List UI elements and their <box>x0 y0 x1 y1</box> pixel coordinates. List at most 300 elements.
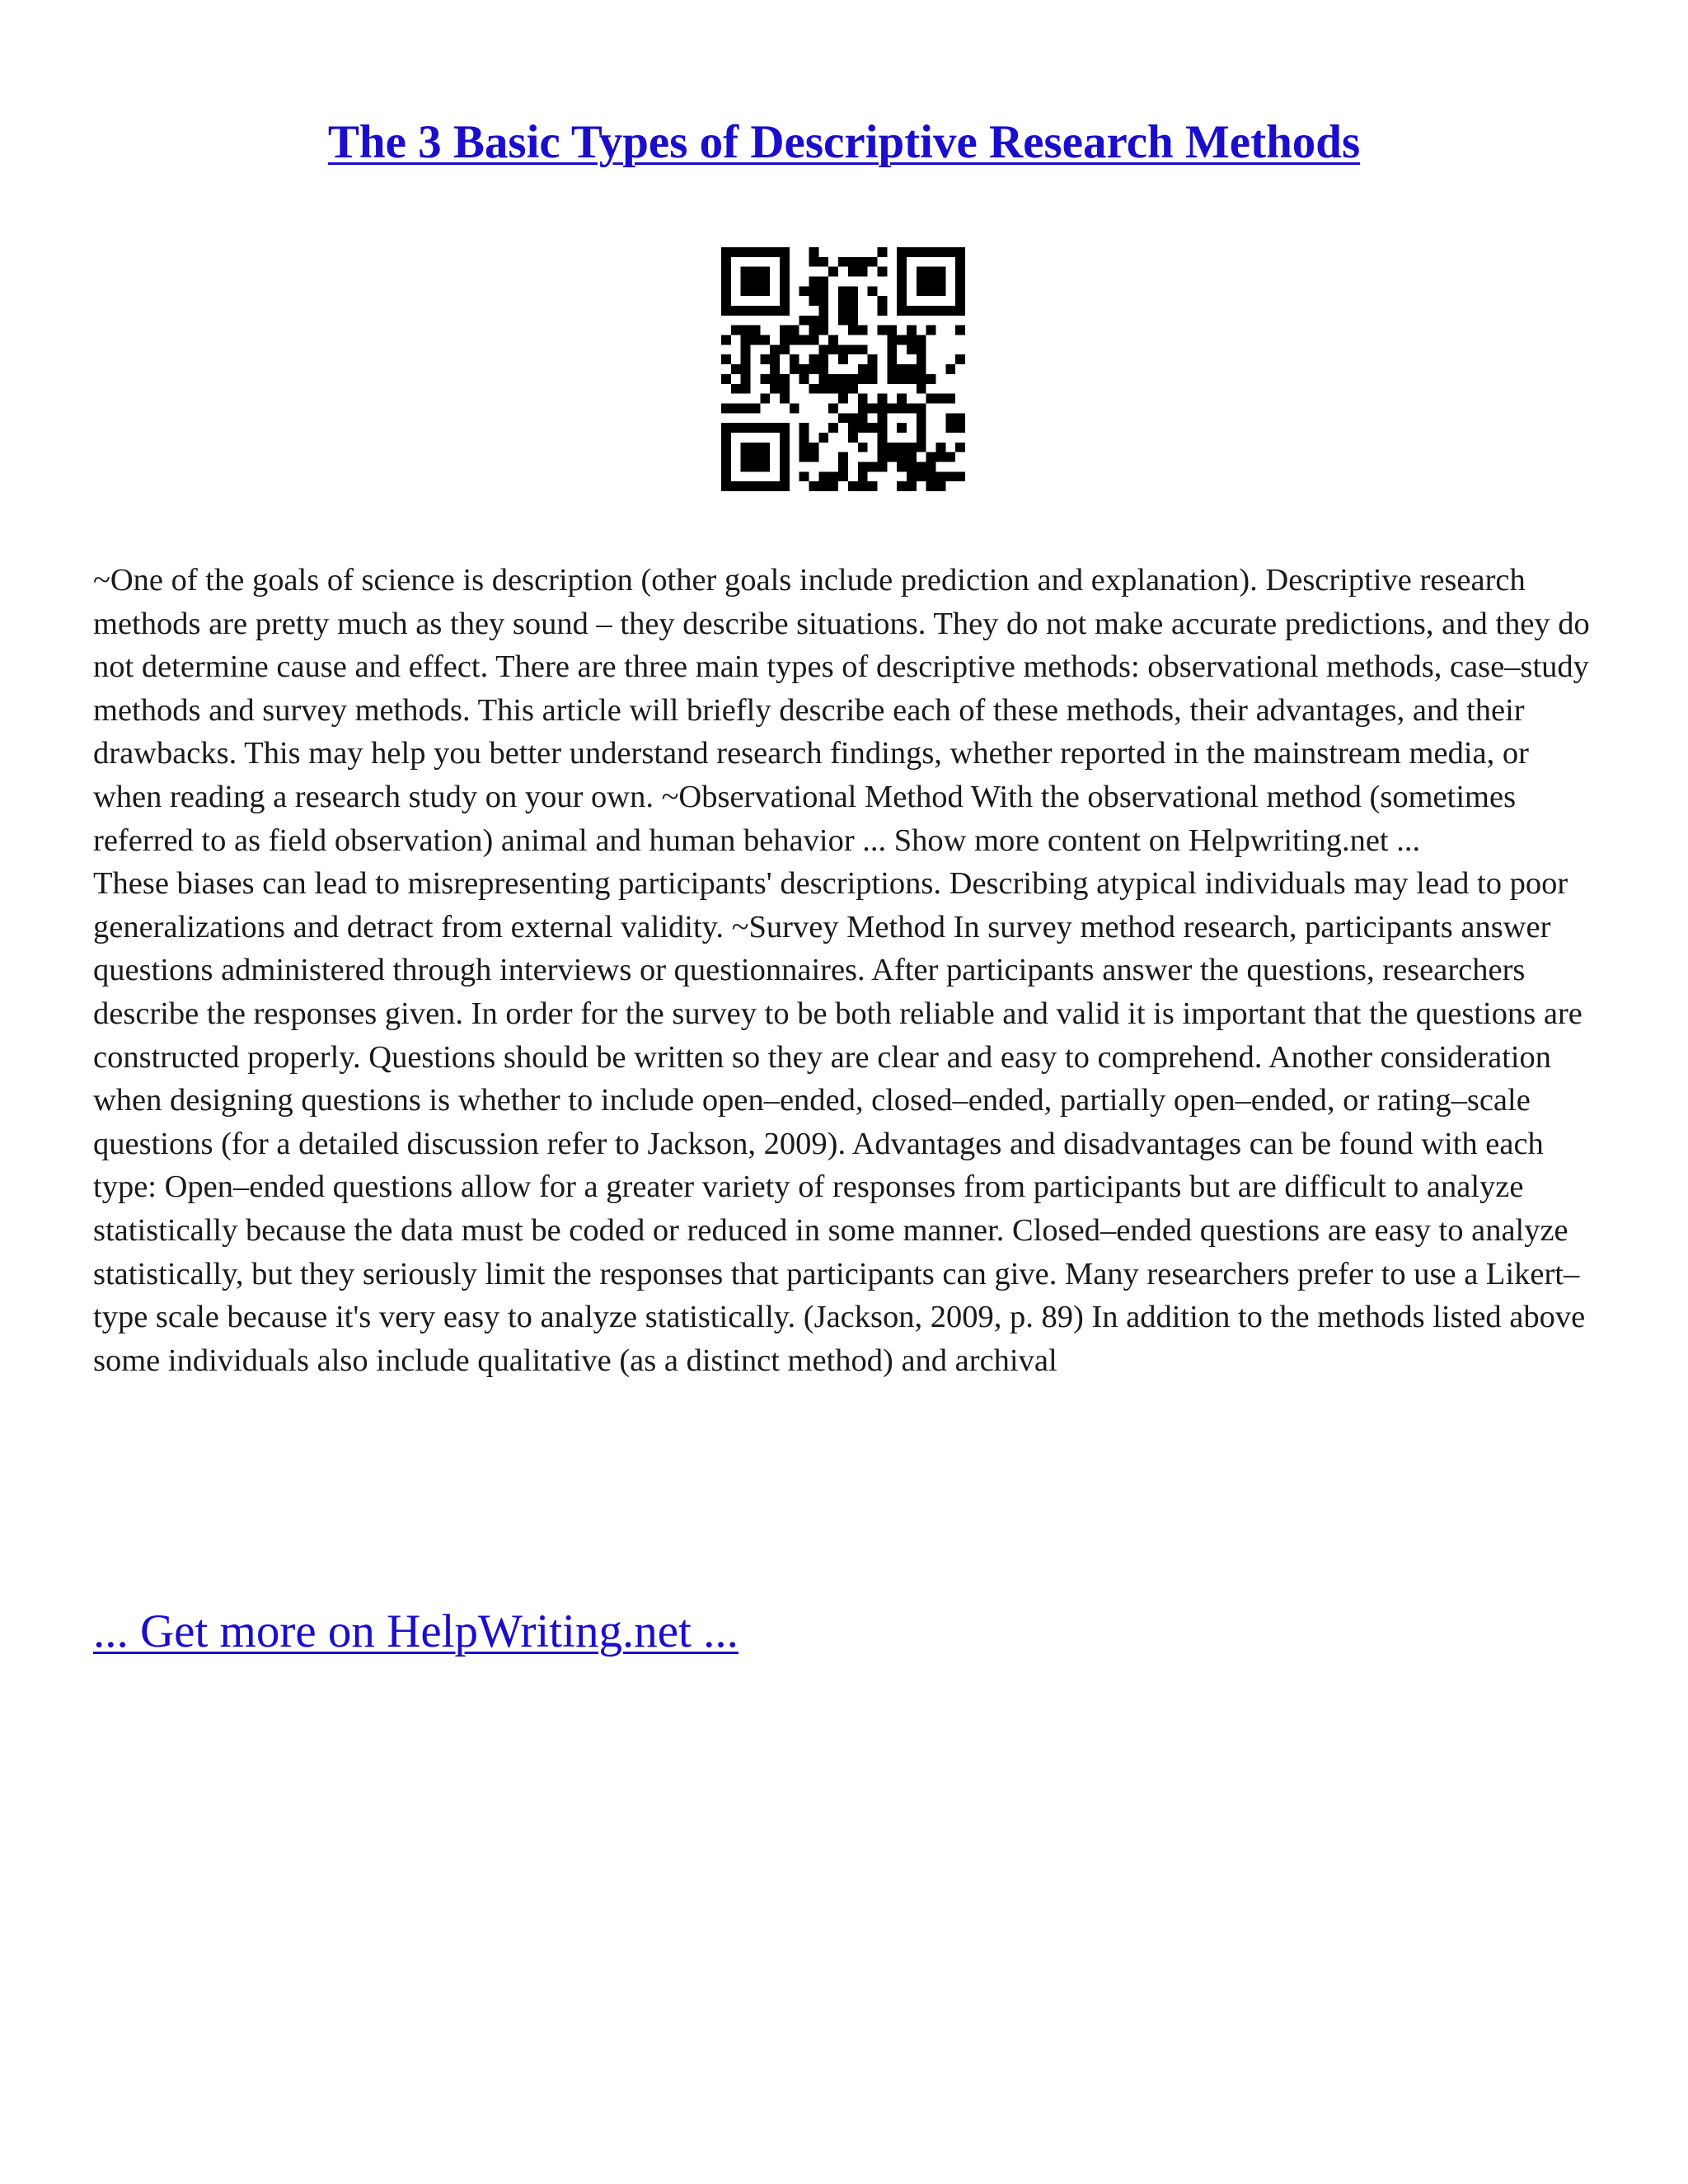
qr-module <box>731 481 741 491</box>
qr-module <box>818 384 828 394</box>
qr-module <box>917 344 926 354</box>
qr-module <box>828 335 838 345</box>
qr-module <box>799 364 809 374</box>
qr-module <box>935 471 945 481</box>
qr-module <box>790 403 799 413</box>
qr-code-graphic <box>721 247 965 491</box>
qr-module <box>907 247 917 257</box>
qr-module <box>780 247 790 257</box>
qr-module <box>741 462 751 471</box>
qr-module <box>858 344 868 354</box>
qr-module <box>760 394 770 404</box>
qr-module <box>780 267 790 277</box>
qr-module <box>751 326 761 335</box>
qr-module <box>926 471 936 481</box>
qr-module <box>770 344 780 354</box>
qr-module <box>897 481 907 491</box>
qr-module <box>721 452 731 462</box>
qr-module <box>780 277 790 287</box>
qr-module <box>799 423 809 433</box>
qr-module <box>818 286 828 296</box>
qr-module <box>848 316 858 326</box>
qr-module <box>809 452 819 462</box>
qr-module <box>780 257 790 267</box>
qr-module <box>751 443 761 452</box>
qr-module <box>955 286 965 296</box>
qr-module <box>848 423 858 433</box>
qr-module <box>780 394 790 404</box>
qr-module <box>917 277 926 287</box>
qr-module <box>818 433 828 443</box>
qr-module <box>917 247 926 257</box>
qr-module <box>897 286 907 296</box>
title-link[interactable]: The 3 Basic Types of Descriptive Research Methods <box>327 116 1361 168</box>
qr-module <box>877 247 887 257</box>
qr-module <box>897 247 907 257</box>
qr-module <box>818 374 828 384</box>
qr-module <box>887 335 897 345</box>
qr-module <box>818 471 828 481</box>
qr-module <box>770 354 780 364</box>
qr-module <box>809 335 819 345</box>
qr-module <box>935 443 945 452</box>
qr-module <box>721 423 731 433</box>
qr-module <box>897 277 907 287</box>
qr-module <box>838 394 848 404</box>
qr-module <box>887 403 897 413</box>
qr-module <box>780 326 790 335</box>
qr-module <box>818 257 828 267</box>
qr-module <box>868 374 878 384</box>
qr-module <box>858 443 868 452</box>
qr-module <box>926 286 936 296</box>
qr-module <box>809 247 819 257</box>
qr-module <box>770 306 780 316</box>
qr-module <box>731 384 741 394</box>
qr-module <box>907 374 917 384</box>
qr-module <box>955 257 965 267</box>
qr-module <box>780 374 790 384</box>
qr-module <box>877 267 887 277</box>
qr-module <box>741 354 751 364</box>
qr-module <box>858 364 868 374</box>
qr-module <box>741 384 751 394</box>
qr-module <box>858 423 868 433</box>
qr-module <box>741 374 751 384</box>
qr-module <box>838 306 848 316</box>
qr-module <box>868 257 878 267</box>
qr-module <box>926 452 936 462</box>
qr-module <box>760 247 770 257</box>
qr-module <box>955 471 965 481</box>
qr-module <box>877 403 887 413</box>
qr-module <box>917 364 926 374</box>
qr-module <box>907 443 917 452</box>
qr-module <box>848 286 858 296</box>
qr-module <box>897 394 907 404</box>
paragraph-intro: ~One of the goals of science is description (other goals include prediction and explanation). Descriptive research methods are pretty much as they sound – they describe situations. They do not make accurate predictions, and they do not determine cause and effect. There are three main types of descriptive methods: observational methods, case–study methods and survey methods. This article will briefly describe each of these methods, their advantages, and their drawbacks. This may help you better understand research findings, whether reported in the mainstream media, or when reading a research study on your own. ~Observational Method With the observational method (sometimes referred to as field observation) animal and human behavior ... Show more content on Helpwriting.net ... <box>93 563 1590 858</box>
qr-module <box>858 374 868 384</box>
qr-module <box>760 306 770 316</box>
qr-module <box>809 277 819 287</box>
qr-module <box>828 384 838 394</box>
qr-module <box>917 471 926 481</box>
qr-module <box>945 423 955 433</box>
qr-module <box>780 452 790 462</box>
qr-module <box>877 413 887 423</box>
qr-module <box>897 462 907 471</box>
qr-module <box>770 423 780 433</box>
qr-module <box>760 335 770 345</box>
article-body <box>93 559 1601 1382</box>
qr-module <box>955 306 965 316</box>
qr-module <box>721 354 731 364</box>
qr-module <box>897 452 907 462</box>
qr-module <box>809 354 819 364</box>
qr-module <box>760 462 770 471</box>
qr-module <box>780 306 790 316</box>
qr-module <box>858 413 868 423</box>
qr-module <box>955 443 965 452</box>
qr-module <box>721 481 731 491</box>
qr-module <box>721 374 731 384</box>
qr-module <box>760 277 770 287</box>
qr-module <box>926 277 936 287</box>
qr-module <box>770 364 780 374</box>
qr-module <box>955 413 965 423</box>
qr-module <box>917 354 926 364</box>
qr-module <box>818 344 828 354</box>
qr-module <box>877 462 887 471</box>
qr-module <box>721 462 731 471</box>
qr-module <box>848 267 858 277</box>
qr-module <box>917 403 926 413</box>
qr-module <box>809 316 819 326</box>
qr-module <box>760 452 770 462</box>
qr-module <box>917 286 926 296</box>
qr-module <box>799 443 809 452</box>
qr-module <box>907 326 917 335</box>
qr-module <box>818 326 828 335</box>
qr-module <box>945 452 955 462</box>
qr-module <box>731 403 741 413</box>
qr-module <box>828 471 838 481</box>
qr-module <box>780 443 790 452</box>
qr-module <box>926 374 936 384</box>
qr-module <box>945 413 955 423</box>
qr-code-icon <box>721 247 965 491</box>
qr-module <box>799 452 809 462</box>
qr-module <box>848 326 858 335</box>
qr-module <box>917 374 926 384</box>
qr-module <box>945 364 955 374</box>
qr-module <box>917 384 926 394</box>
qr-module <box>741 277 751 287</box>
qr-module <box>858 481 868 491</box>
qr-module <box>828 267 838 277</box>
qr-module <box>770 374 780 384</box>
qr-module <box>818 364 828 374</box>
qr-module <box>838 344 848 354</box>
qr-module <box>945 394 955 404</box>
qr-module <box>741 344 751 354</box>
qr-module <box>838 471 848 481</box>
qr-module <box>760 443 770 452</box>
qr-module <box>868 481 878 491</box>
qr-module <box>877 394 887 404</box>
qr-module <box>897 374 907 384</box>
qr-module <box>887 344 897 354</box>
qr-module <box>926 306 936 316</box>
qr-module <box>741 247 751 257</box>
qr-module <box>897 257 907 267</box>
qr-module <box>780 481 790 491</box>
qr-module <box>935 394 945 404</box>
qr-module <box>721 403 731 413</box>
qr-module <box>935 481 945 491</box>
qr-module <box>887 443 897 452</box>
qr-module <box>780 384 790 394</box>
qr-module <box>838 354 848 364</box>
qr-module <box>721 433 731 443</box>
qr-module <box>721 335 731 345</box>
qr-module <box>945 306 955 316</box>
qr-module <box>877 423 887 433</box>
qr-module <box>877 326 887 335</box>
qr-module <box>848 481 858 491</box>
qr-module <box>751 335 761 345</box>
qr-module <box>721 306 731 316</box>
qr-module <box>868 423 878 433</box>
qr-module <box>868 354 878 364</box>
qr-module <box>897 364 907 374</box>
qr-module <box>858 462 868 471</box>
qr-module <box>741 452 751 462</box>
qr-module <box>868 403 878 413</box>
qr-module <box>809 384 819 394</box>
qr-module <box>809 296 819 306</box>
qr-module <box>848 344 858 354</box>
qr-module <box>731 364 741 374</box>
qr-module <box>955 326 965 335</box>
qr-module <box>741 481 751 491</box>
qr-module <box>780 423 790 433</box>
qr-module <box>848 257 858 267</box>
qr-module <box>818 354 828 364</box>
qr-module <box>858 267 868 277</box>
qr-module <box>897 267 907 277</box>
qr-module <box>770 384 780 394</box>
qr-module <box>935 306 945 316</box>
qr-module <box>877 306 887 316</box>
qr-module <box>818 296 828 306</box>
qr-module <box>760 374 770 384</box>
qr-module <box>731 326 741 335</box>
qr-module <box>868 364 878 374</box>
qr-module <box>731 306 741 316</box>
qr-module <box>858 326 868 335</box>
qr-module <box>799 316 809 326</box>
qr-module <box>809 326 819 335</box>
qr-module <box>799 374 809 384</box>
qr-module <box>731 423 741 433</box>
qr-module <box>907 462 917 471</box>
qr-module <box>838 384 848 394</box>
qr-module <box>907 344 917 354</box>
qr-module <box>741 286 751 296</box>
qr-module <box>818 481 828 491</box>
qr-module <box>926 267 936 277</box>
qr-module <box>877 296 887 306</box>
qr-module <box>945 247 955 257</box>
page-title <box>0 114 1688 171</box>
qr-module <box>760 354 770 364</box>
qr-module <box>809 481 819 491</box>
qr-module <box>858 403 868 413</box>
qr-module <box>848 433 858 443</box>
qr-module <box>790 354 799 364</box>
get-more-paragraph <box>93 1603 738 1661</box>
qr-module <box>917 443 926 452</box>
qr-module <box>917 433 926 443</box>
qr-module <box>887 364 897 374</box>
qr-module <box>907 364 917 374</box>
qr-module <box>828 403 838 413</box>
qr-module <box>935 247 945 257</box>
qr-module <box>887 374 897 384</box>
qr-module <box>955 267 965 277</box>
qr-module <box>741 403 751 413</box>
qr-module <box>780 296 790 306</box>
qr-module <box>897 423 907 433</box>
qr-module <box>780 462 790 471</box>
qr-module <box>917 423 926 433</box>
qr-module <box>926 462 936 471</box>
qr-module <box>741 326 751 335</box>
qr-module <box>828 481 838 491</box>
qr-module <box>721 247 731 257</box>
qr-module <box>809 286 819 296</box>
qr-module <box>848 413 858 423</box>
qr-module <box>828 374 838 384</box>
qr-module <box>721 267 731 277</box>
qr-module <box>751 481 761 491</box>
qr-module <box>868 286 878 296</box>
qr-module <box>809 443 819 452</box>
qr-module <box>838 257 848 267</box>
qr-module <box>897 403 907 413</box>
qr-module <box>799 471 809 481</box>
qr-module <box>751 403 761 413</box>
qr-module <box>760 267 770 277</box>
qr-module <box>799 335 809 345</box>
qr-module <box>917 267 926 277</box>
qr-module <box>818 277 828 287</box>
qr-module <box>955 423 965 433</box>
qr-module <box>790 364 799 374</box>
qr-module <box>741 306 751 316</box>
qr-module <box>838 296 848 306</box>
qr-module <box>887 354 897 364</box>
qr-module <box>897 335 907 345</box>
qr-module <box>741 364 751 374</box>
qr-module <box>838 452 848 462</box>
qr-module <box>848 384 858 394</box>
qr-module <box>955 296 965 306</box>
qr-module <box>897 296 907 306</box>
qr-module <box>809 364 819 374</box>
qr-module <box>799 433 809 443</box>
qr-module <box>721 296 731 306</box>
qr-module <box>770 247 780 257</box>
qr-module <box>751 247 761 257</box>
qr-module <box>907 306 917 316</box>
qr-module <box>760 481 770 491</box>
qr-module <box>838 374 848 384</box>
qr-module <box>780 286 790 296</box>
qr-module <box>799 286 809 296</box>
qr-module <box>907 452 917 462</box>
qr-module <box>917 335 926 345</box>
qr-module <box>877 452 887 462</box>
qr-module <box>926 326 936 335</box>
qr-module <box>741 335 751 345</box>
qr-module <box>955 277 965 287</box>
qr-module <box>935 286 945 296</box>
qr-module <box>780 433 790 443</box>
qr-module <box>858 257 868 267</box>
qr-module <box>721 471 731 481</box>
qr-module <box>955 247 965 257</box>
qr-module <box>790 335 799 345</box>
qr-module <box>907 481 917 491</box>
qr-module <box>780 344 790 354</box>
qr-module <box>877 433 887 443</box>
qr-module <box>731 247 741 257</box>
qr-module <box>945 471 955 481</box>
qr-module <box>721 443 731 452</box>
qr-module <box>926 394 936 404</box>
qr-module <box>760 286 770 296</box>
qr-module <box>751 306 761 316</box>
qr-module <box>897 306 907 316</box>
qr-module <box>907 403 917 413</box>
qr-module <box>780 471 790 481</box>
qr-module <box>955 354 965 364</box>
qr-module <box>887 452 897 462</box>
qr-module <box>751 286 761 296</box>
qr-module <box>897 443 907 452</box>
qr-module <box>818 316 828 326</box>
qr-module <box>751 462 761 471</box>
qr-module <box>770 481 780 491</box>
qr-module <box>907 471 917 481</box>
qr-module <box>751 267 761 277</box>
qr-module <box>926 481 936 491</box>
get-more-link[interactable]: ... Get more on HelpWriting.net ... <box>93 1605 738 1657</box>
qr-module <box>858 471 868 481</box>
qr-module <box>887 326 897 335</box>
qr-module <box>848 306 858 316</box>
qr-module <box>809 257 819 267</box>
qr-module <box>721 257 731 267</box>
qr-module <box>848 374 858 384</box>
qr-module <box>751 423 761 433</box>
qr-module <box>858 394 868 404</box>
paragraph-survey: These biases can lead to misrepresenting participants' descriptions. Describing atypical individuals may lead to poor generalizations and detract from external validity. ~Survey Method In survey method research, participants answer questions administered through interviews or questionnaires. After participants answer the questions, researchers describe the responses given. In order for the survey to be both reliable and valid it is important that the questions are constructed properly. Questions should be written so they are clear and easy to comprehend. Another consideration when designing questions is whether to include open–ended, closed–ended, partially open–ended, or rating–scale questions (for a detailed discussion refer to Jackson, 2009). Advantages and disadvantages can be found with each type: Open–ended questions allow for a greater variety of responses from participants but are difficult to analyze statistically because the data must be coded or reduced in some manner. Closed–ended questions are easy to analyze statistically, but they seriously limit the responses that participants can give. Many researchers prefer to use a Likert–type scale because it's very easy to analyze statistically. (Jackson, 2009, p. 89) In addition to the methods listed above some individuals also include qualitative (as a distinct method) and archival <box>93 866 1586 1378</box>
qr-module <box>760 423 770 433</box>
qr-module <box>935 267 945 277</box>
